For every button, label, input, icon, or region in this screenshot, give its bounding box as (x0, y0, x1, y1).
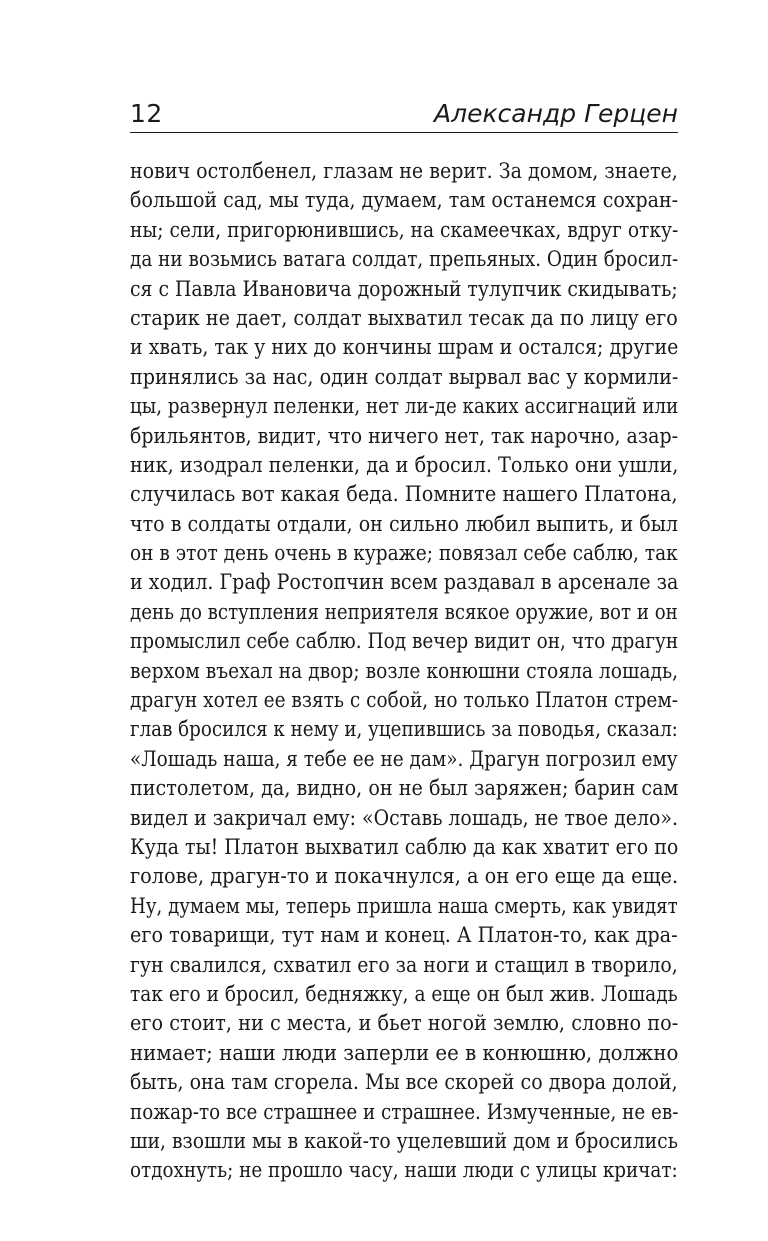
text-line: гун свалился, схватил его за ноги и стащил в творило, (130, 952, 678, 978)
text-line: Ну, думаем мы, теперь пришла наша смерть, как увидят (130, 893, 678, 919)
text-line: ся с Павла Ивановича дорожный тулупчик скидывать; (130, 276, 678, 302)
text-line: голове, драгун-то и покачнулся, а он его еще да еще. (130, 864, 679, 890)
body-text (130, 157, 678, 1186)
page-number: 12 (130, 99, 163, 128)
text-line: нович остолбенел, глазам не верит. За домом, знаете, (130, 159, 678, 184)
text-line: так его и бросил, бедняжку, а еще он был жив. Лошадь (130, 981, 678, 1007)
text-line: да ни возьмись ватага солдат, препьяных. Один бросил- (130, 247, 679, 273)
text-line: его товарищи, тут нам и конец. А Платон-то, как дра- (130, 923, 678, 949)
text-line: отдохнуть; не прошло часу, наши люди с улицы кричат: (130, 1158, 678, 1184)
text-line: случилась вот какая беда. Помните нашего Платона, (130, 482, 678, 508)
text-line: верхом въехал на двор; возле конюшни стояла лошадь, (130, 658, 679, 684)
header-rule (130, 132, 678, 133)
text-line: Куда ты! Платон выхватил саблю да как хватит его по (130, 834, 679, 860)
text-line: промыслил себе саблю. Под вечер видит он, что драгун (130, 629, 679, 655)
text-line: большой сад, мы туда, думаем, там останемся сохран- (130, 188, 679, 214)
text-line: принялись за нас, один солдат вырвал вас у кормили- (130, 364, 679, 390)
text-line: видел и закричал ему: «Оставь лошадь, не твое дело». (130, 805, 678, 831)
text-line: старик не дает, солдат выхватил тесак да по лицу его (130, 305, 678, 331)
text-line: и хвать, так у них до кончины шрам и остался; другие (130, 335, 679, 361)
text-line: и ходил. Граф Ростопчин всем раздавал в арсенале за (130, 570, 679, 596)
text-line: ны; сели, пригорюнившись, на скамеечках, вдруг отку- (130, 217, 679, 243)
text-line: брильянтов, видит, что ничего нет, так нарочно, азар- (130, 423, 678, 449)
text-line: пожар-то все страшнее и страшнее. Измученные, не ев- (130, 1099, 679, 1125)
running-head (130, 96, 678, 132)
text-line: его стоит, ни с места, и бьет ногой землю, словно по- (130, 1011, 679, 1037)
text-line: цы, развернул пеленки, нет ли-де каких ассигнаций или (130, 394, 679, 420)
text-line: ник, изодрал пеленки, да и бросил. Только они ушли, (130, 452, 679, 478)
text-line: он в этот день очень в кураже; повязал себе саблю, так (130, 541, 678, 567)
author-name: Александр Герцен (434, 99, 678, 128)
text-line: драгун хотел ее взять с собой, но только Платон стрем- (130, 688, 679, 714)
text-line: день до вступления неприятеля всякое оружие, вот и он (130, 599, 678, 625)
text-line: пистолетом, да, видно, он не был заряжен; барин сам (130, 776, 679, 802)
text-line: быть, она там сгорела. Мы все скорей со двора долой, (130, 1070, 678, 1096)
text-line: «Лошадь наша, я тебе ее не дам». Драгун погрозил ему (130, 746, 678, 772)
text-line: глав бросился к нему и, уцепившись за поводья, сказал: (130, 717, 678, 743)
text-line: ши, взошли мы в какой-то уцелевший дом и бросились (130, 1128, 678, 1154)
text-line: нимает; наши люди заперли ее в конюшню, должно (130, 1040, 679, 1066)
text-line: что в солдаты отдали, он сильно любил выпить, и был (130, 511, 679, 537)
